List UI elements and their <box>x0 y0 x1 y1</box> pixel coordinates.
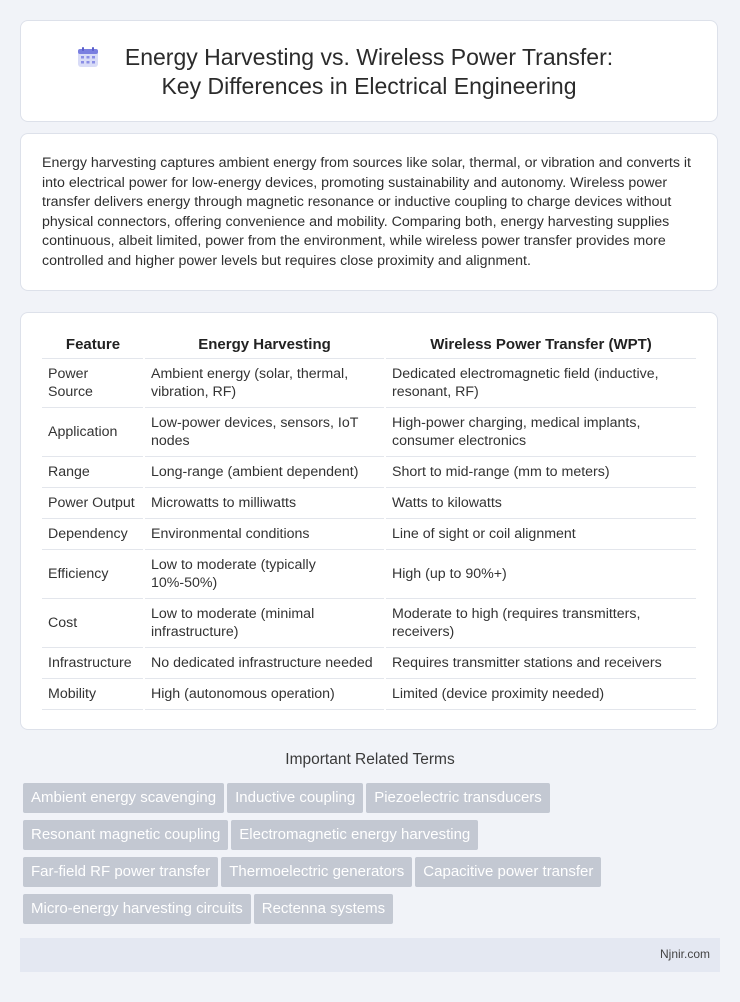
row-feature: Range <box>42 457 144 488</box>
table-header-row <box>42 334 697 359</box>
page-title: Energy Harvesting vs. Wireless Power Transfer: Key Differences in Electrical Engineering <box>124 44 614 99</box>
row-feature: Infrastructure <box>42 648 144 679</box>
row-feature: Application <box>42 408 144 457</box>
table-row <box>42 408 697 457</box>
footer <box>20 938 720 972</box>
header-wpt: Wireless Power Transfer (WPT) <box>385 334 697 359</box>
term-tag[interactable]: Ambient energy scavenging <box>23 783 224 813</box>
row-feature: Efficiency <box>42 550 144 599</box>
related-terms-heading: Important Related Terms <box>285 751 455 768</box>
table-row <box>42 550 697 599</box>
row-energy-harvesting: Low to moderate (typically 10%-50%) <box>144 550 385 599</box>
row-wpt: Line of sight or coil alignment <box>385 519 697 550</box>
row-feature: Power Output <box>42 488 144 519</box>
intro-paragraph: Energy harvesting captures ambient energy from sources like solar, thermal, or vibration and converts it into electrical power for low-energy devices, promoting sustainability and autonomy. Wireless power transfer delivers energy through magnetic resonance or inductive coupling to charge devices without physical connectors, offering convenience and mobility. Comparing both, energy harvesting supplies continuous, albeit limited, power from the environment, while wireless power transfer provides more controlled and higher power levels but requires close proximity and alignment. <box>42 155 691 269</box>
row-feature: Dependency <box>42 519 144 550</box>
header-energy-harvesting: Energy Harvesting <box>144 334 385 359</box>
row-wpt: Dedicated electromagnetic field (inductive, resonant, RF) <box>385 359 697 408</box>
table-row <box>42 457 697 488</box>
row-energy-harvesting: Long-range (ambient dependent) <box>144 457 385 488</box>
row-wpt: Watts to kilowatts <box>385 488 697 519</box>
title-card <box>20 20 718 122</box>
term-tag[interactable]: Electromagnetic energy harvesting <box>231 820 478 850</box>
row-energy-harvesting: Low-power devices, sensors, IoT nodes <box>144 408 385 457</box>
term-tag[interactable]: Capacitive power transfer <box>415 857 601 887</box>
term-tag[interactable]: Thermoelectric generators <box>221 857 412 887</box>
comparison-card <box>20 312 718 730</box>
term-tag[interactable]: Rectenna systems <box>254 894 393 924</box>
row-wpt: High-power charging, medical implants, consumer electronics <box>385 408 697 457</box>
row-feature: Cost <box>42 599 144 648</box>
table-row <box>42 519 697 550</box>
related-terms-list <box>23 783 703 931</box>
intro-card <box>20 133 718 291</box>
table-row <box>42 599 697 648</box>
term-tag[interactable]: Micro-energy harvesting circuits <box>23 894 251 924</box>
row-feature: Power Source <box>42 359 144 408</box>
term-tag[interactable]: Piezoelectric transducers <box>366 783 550 813</box>
header-feature: Feature <box>42 334 144 359</box>
row-wpt: High (up to 90%+) <box>385 550 697 599</box>
row-wpt: Short to mid-range (mm to meters) <box>385 457 697 488</box>
row-energy-harvesting: Microwatts to milliwatts <box>144 488 385 519</box>
table-row <box>42 359 697 408</box>
row-wpt: Requires transmitter stations and receivers <box>385 648 697 679</box>
table-row <box>42 488 697 519</box>
row-energy-harvesting: High (autonomous operation) <box>144 679 385 710</box>
row-wpt: Moderate to high (requires transmitters, receivers) <box>385 599 697 648</box>
row-energy-harvesting: Low to moderate (minimal infrastructure) <box>144 599 385 648</box>
row-energy-harvesting: No dedicated infrastructure needed <box>144 648 385 679</box>
comparison-table <box>42 334 698 710</box>
row-energy-harvesting: Ambient energy (solar, thermal, vibration, RF) <box>144 359 385 408</box>
footer-site[interactable]: Njnir.com <box>659 947 710 961</box>
term-tag[interactable]: Inductive coupling <box>227 783 363 813</box>
term-tag[interactable]: Resonant magnetic coupling <box>23 820 228 850</box>
row-feature: Mobility <box>42 679 144 710</box>
term-tag[interactable]: Far-field RF power transfer <box>23 857 218 887</box>
table-row <box>42 648 697 679</box>
row-energy-harvesting: Environmental conditions <box>144 519 385 550</box>
table-row <box>42 679 697 710</box>
row-wpt: Limited (device proximity needed) <box>385 679 697 710</box>
